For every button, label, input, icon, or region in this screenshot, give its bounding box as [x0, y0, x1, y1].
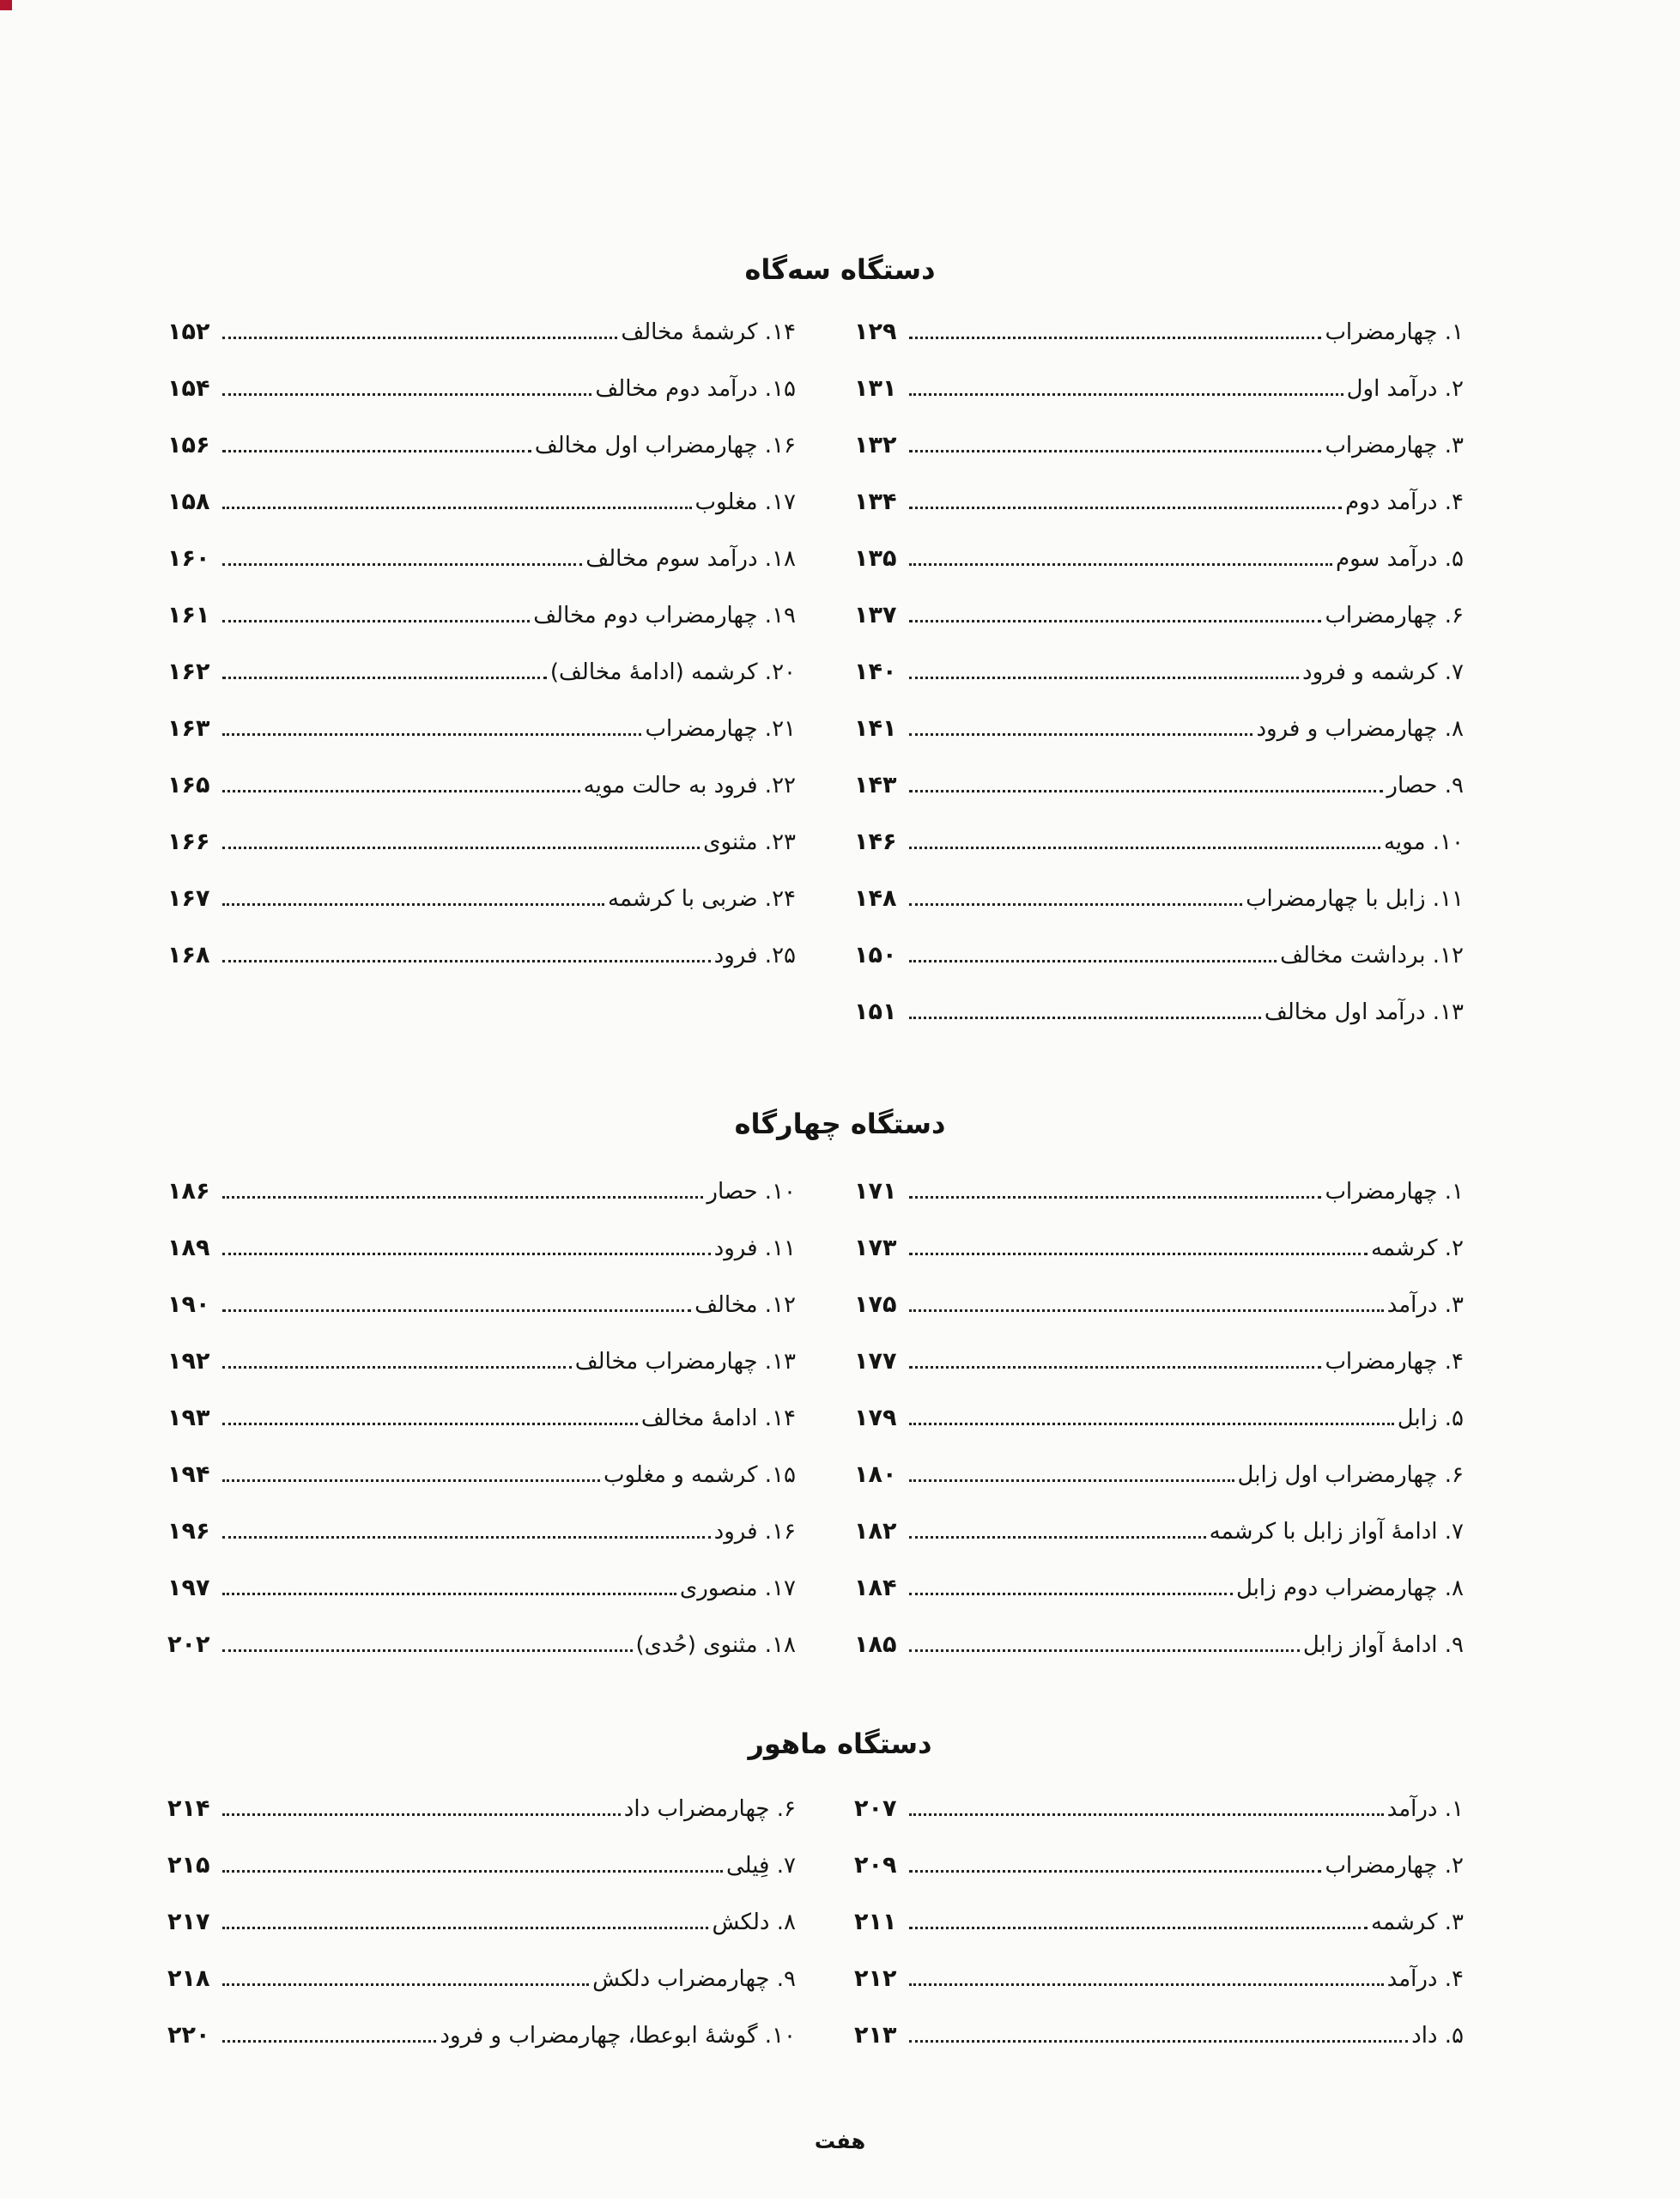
toc-entry-title: ۲۳. مثنوی: [703, 829, 796, 855]
toc-entry-page-number: ۱۸۴: [854, 1575, 897, 1601]
toc-entry-page-number: ۱۲۹: [854, 319, 897, 345]
dot-leader: [222, 484, 692, 509]
toc-entry: [854, 1514, 1464, 1570]
toc-entry: [167, 484, 796, 541]
toc-entry: [854, 994, 1464, 1051]
toc-entry-page-number: ۲۰۹: [854, 1852, 897, 1879]
toc-entry: [167, 881, 796, 938]
toc-entry: [167, 598, 796, 654]
dot-leader: [909, 1514, 1206, 1539]
dot-leader: [909, 1627, 1300, 1652]
toc-entry-page-number: ۲۱۲: [854, 1965, 897, 1992]
toc-entry-page-number: ۱۹۴: [167, 1461, 210, 1488]
dot-leader: [909, 994, 1261, 1019]
toc-entry: [854, 314, 1464, 371]
toc-entry: [854, 541, 1464, 598]
toc-entry-page-number: ۱۸۰: [854, 1461, 897, 1488]
toc-entry-page-number: ۱۴۶: [854, 829, 897, 855]
toc-entry-title: ۱۰. گوشهٔ ابوعطا، چهارمضراب و فرود: [440, 2023, 796, 2049]
toc-entry-title: ۱۲. مخالف: [694, 1292, 796, 1318]
toc-entry-title: ۹. حصار: [1386, 773, 1464, 798]
dot-leader: [909, 824, 1380, 849]
toc-column-right-chahargah: [854, 1174, 1464, 1684]
toc-entry-title: ۷. ادامهٔ آواز زابل با کرشمه: [1209, 1519, 1464, 1545]
dot-leader: [222, 938, 711, 962]
corner-mark: [0, 0, 12, 10]
dot-leader: [222, 314, 617, 339]
toc-entry-title: ۶. چهارمضراب داد: [623, 1796, 796, 1822]
dot-leader: [909, 541, 1332, 566]
dot-leader: [222, 428, 531, 452]
toc-entry-page-number: ۱۳۴: [854, 489, 897, 515]
toc-entry-title: ۱۴. ادامهٔ مخالف: [640, 1406, 796, 1431]
dot-leader: [909, 1570, 1233, 1595]
dot-leader: [909, 371, 1343, 396]
toc-column-left-mahur: [167, 1791, 796, 2074]
toc-entry-title: ۴. چهارمضراب: [1325, 1349, 1464, 1375]
toc-entry-page-number: ۱۵۴: [167, 375, 210, 402]
toc-entry-title: ۱۶. چهارمضراب اول مخالف: [534, 433, 796, 458]
toc-column-right-mahur: [854, 1791, 1464, 2074]
section-title-segah: دستگاه سه‌گاه: [744, 253, 936, 286]
toc-entry: [854, 2018, 1464, 2074]
toc-entry-page-number: ۱۷۱: [854, 1178, 897, 1205]
toc-entry-page-number: ۱۵۰: [854, 942, 897, 968]
toc-entry: [854, 1230, 1464, 1287]
toc-entry-page-number: ۱۵۱: [854, 999, 897, 1025]
toc-entry-title: ۲. درآمد اول: [1346, 376, 1464, 402]
toc-entry: [854, 484, 1464, 541]
toc-entry: [854, 711, 1464, 768]
dot-leader: [222, 881, 604, 906]
toc-entry: [167, 938, 796, 994]
dot-leader: [909, 314, 1321, 339]
dot-leader: [222, 1230, 711, 1255]
toc-entry-page-number: ۲۰۲: [167, 1631, 210, 1658]
toc-column-left-segah: [167, 314, 796, 994]
toc-entry-title: ۴. درآمد دوم: [1345, 489, 1464, 515]
dot-leader: [909, 1791, 1384, 1816]
toc-column-left-chahargah: [167, 1174, 796, 1684]
dot-leader: [222, 1514, 711, 1539]
toc-entry: [167, 1627, 796, 1684]
toc-entry: [854, 1344, 1464, 1400]
toc-entry-page-number: ۱۹۰: [167, 1291, 210, 1318]
toc-entry-page-number: ۱۶۰: [167, 545, 210, 572]
toc-entry-title: ۸. چهارمضراب دوم زابل: [1235, 1576, 1464, 1601]
toc-entry: [854, 1400, 1464, 1457]
toc-entry: [167, 1791, 796, 1848]
dot-leader: [222, 1344, 572, 1369]
toc-entry-page-number: ۱۶۶: [167, 829, 210, 855]
dot-leader: [222, 1961, 589, 1986]
toc-entry: [854, 1904, 1464, 1961]
toc-entry: [854, 1848, 1464, 1904]
dot-leader: [222, 1627, 633, 1652]
toc-entry-title: ۴. درآمد: [1386, 1966, 1464, 1992]
toc-entry-title: ۹. چهارمضراب دلکش: [592, 1966, 796, 1992]
dot-leader: [222, 711, 641, 736]
toc-entry: [854, 371, 1464, 428]
dot-leader: [222, 1457, 600, 1482]
dot-leader: [222, 598, 530, 622]
toc-entry-title: ۱۹. چهارمضراب دوم مخالف: [533, 603, 796, 628]
toc-entry-title: ۱. درآمد: [1386, 1796, 1464, 1822]
toc-entry-title: ۱۳. درآمد اول مخالف: [1264, 999, 1464, 1025]
dot-leader: [909, 484, 1342, 509]
toc-entry-page-number: ۱۶۳: [167, 715, 210, 742]
toc-entry-page-number: ۱۹۶: [167, 1518, 210, 1545]
dot-leader: [909, 654, 1299, 679]
toc-entry-page-number: ۱۹۳: [167, 1405, 210, 1431]
toc-entry: [854, 1457, 1464, 1514]
toc-entry-title: ۲۰. کرشمه (ادامهٔ مخالف): [549, 659, 796, 685]
toc-entry-title: ۸. چهارمضراب و فرود: [1256, 716, 1464, 742]
dot-leader: [909, 1848, 1321, 1873]
toc-entry-title: ۷. فِیلی: [725, 1853, 796, 1879]
toc-entry: [167, 1457, 796, 1514]
toc-entry: [854, 1174, 1464, 1230]
dot-leader: [222, 1287, 691, 1312]
dot-leader: [222, 1904, 708, 1929]
toc-entry-title: ۷. کرشمه و فرود: [1302, 659, 1464, 685]
toc-entry-title: ۱۰. حصار: [707, 1179, 796, 1205]
toc-entry-page-number: ۱۶۲: [167, 659, 210, 685]
toc-column-right-segah: [854, 314, 1464, 1051]
toc-entry-page-number: ۱۷۵: [854, 1291, 897, 1318]
toc-entry: [854, 1287, 1464, 1344]
toc-entry-title: ۲۱. چهارمضراب: [645, 716, 796, 742]
dot-leader: [222, 654, 547, 679]
toc-entry-page-number: ۱۵۸: [167, 489, 210, 515]
toc-entry-page-number: ۱۶۷: [167, 885, 210, 912]
toc-entry: [167, 1174, 796, 1230]
toc-entry: [167, 1961, 796, 2018]
toc-entry: [854, 1791, 1464, 1848]
toc-entry-title: ۱۸. مثنوی (حُدی): [635, 1632, 796, 1658]
toc-entry-page-number: ۱۴۰: [854, 659, 897, 685]
toc-entry-page-number: ۱۴۱: [854, 715, 897, 742]
dot-leader: [222, 1791, 621, 1816]
toc-entry: [167, 711, 796, 768]
toc-entry-title: ۵. درآمد سوم: [1335, 546, 1464, 572]
toc-entry-page-number: ۲۱۴: [167, 1795, 210, 1822]
toc-entry-page-number: ۱۹۲: [167, 1348, 210, 1375]
dot-leader: [222, 1400, 638, 1425]
toc-entry-page-number: ۱۷۹: [854, 1405, 897, 1431]
toc-entry: [854, 1961, 1464, 2018]
dot-leader: [909, 428, 1321, 452]
toc-entry: [167, 1287, 796, 1344]
toc-entry-page-number: ۲۱۱: [854, 1909, 897, 1935]
toc-entry-page-number: ۲۱۵: [167, 1852, 210, 1879]
toc-entry-page-number: ۱۳۵: [854, 545, 897, 572]
dot-leader: [909, 1457, 1234, 1482]
toc-entry: [167, 1344, 796, 1400]
toc-entry: [854, 428, 1464, 484]
dot-leader: [909, 1174, 1321, 1199]
toc-entry-title: ۱۳. چهارمضراب مخالف: [574, 1349, 796, 1375]
toc-entry-page-number: ۱۸۹: [167, 1235, 210, 1261]
toc-entry-title: ۲۴. ضربی با کرشمه: [608, 886, 796, 912]
toc-entry-title: ۱۱. زابل با چهارمضراب: [1246, 886, 1464, 912]
toc-entry-title: ۱۵. کرشمه و مغلوب: [603, 1462, 796, 1488]
toc-entry-title: ۲۵. فرود: [713, 943, 796, 968]
dot-leader: [909, 598, 1321, 622]
toc-entry-title: ۹. ادامهٔ آواز زابل: [1302, 1632, 1464, 1658]
toc-entry: [854, 1627, 1464, 1684]
toc-entry-title: ۱۶. فرود: [713, 1519, 796, 1545]
toc-entry-title: ۲۲. فرود به حالت مویه: [583, 773, 796, 798]
dot-leader: [222, 824, 700, 849]
toc-entry-page-number: ۱۸۲: [854, 1518, 897, 1545]
toc-entry: [167, 1400, 796, 1457]
toc-entry-page-number: ۱۳۷: [854, 602, 897, 628]
toc-entry: [854, 598, 1464, 654]
dot-leader: [909, 938, 1277, 962]
dot-leader: [909, 1961, 1384, 1986]
dot-leader: [222, 541, 582, 566]
dot-leader: [222, 1848, 723, 1873]
toc-entry-page-number: ۱۶۵: [167, 772, 210, 798]
toc-entry-page-number: ۱۹۷: [167, 1575, 210, 1601]
dot-leader: [909, 1230, 1368, 1255]
dot-leader: [909, 881, 1242, 906]
dot-leader: [222, 1570, 676, 1595]
toc-entry-page-number: ۲۲۰: [167, 2022, 210, 2049]
toc-entry-title: ۳. کرشمه: [1371, 1910, 1464, 1935]
toc-entry-page-number: ۱۳۱: [854, 375, 897, 402]
toc-entry-title: ۱۰. مویه: [1383, 829, 1464, 855]
toc-entry-title: ۶. چهارمضراب اول زابل: [1237, 1462, 1464, 1488]
toc-entry: [167, 2018, 796, 2074]
toc-entry-title: ۳. چهارمضراب: [1325, 433, 1464, 458]
toc-entry: [854, 1570, 1464, 1627]
dot-leader: [222, 371, 591, 396]
toc-entry-title: ۲. چهارمضراب: [1325, 1853, 1464, 1879]
toc-entry-title: ۵. زابل: [1397, 1406, 1464, 1431]
toc-entry: [167, 371, 796, 428]
toc-entry-page-number: ۱۴۸: [854, 885, 897, 912]
dot-leader: [909, 1287, 1384, 1312]
toc-entry: [854, 768, 1464, 824]
toc-entry-title: ۸. دلکش: [712, 1910, 796, 1935]
toc-entry-page-number: ۲۱۳: [854, 2022, 897, 2049]
toc-entry-page-number: ۲۱۷: [167, 1909, 210, 1935]
toc-entry-page-number: ۱۵۶: [167, 432, 210, 458]
toc-entry-page-number: ۱۶۸: [167, 942, 210, 968]
toc-entry: [167, 1848, 796, 1904]
toc-entry-page-number: ۱۴۳: [854, 772, 897, 798]
toc-entry-page-number: ۱۶۱: [167, 602, 210, 628]
toc-entry-title: ۵. داد: [1411, 2023, 1464, 2049]
toc-entry-title: ۱۴. کرشمهٔ مخالف: [621, 319, 796, 345]
toc-entry: [167, 1514, 796, 1570]
toc-entry-page-number: ۱۷۷: [854, 1348, 897, 1375]
toc-entry-title: ۶. چهارمضراب: [1325, 603, 1464, 628]
toc-entry-page-number: ۱۸۵: [854, 1631, 897, 1658]
toc-entry: [167, 654, 796, 711]
dot-leader: [909, 1400, 1394, 1425]
toc-entry-title: ۱۸. درآمد سوم مخالف: [585, 546, 796, 572]
dot-leader: [909, 2018, 1408, 2043]
toc-entry: [854, 881, 1464, 938]
toc-entry: [167, 541, 796, 598]
toc-entry: [167, 1570, 796, 1627]
dot-leader: [909, 768, 1383, 792]
toc-entry-title: ۱۱. فرود: [713, 1236, 796, 1261]
dot-leader: [909, 1344, 1321, 1369]
toc-entry-page-number: ۱۵۲: [167, 319, 210, 345]
section-title-chahargah: دستگاه چهارگاه: [734, 1108, 946, 1140]
toc-entry-page-number: ۲۱۸: [167, 1965, 210, 1992]
toc-entry: [167, 768, 796, 824]
toc-entry: [854, 824, 1464, 881]
toc-entry-title: ۱. چهارمضراب: [1325, 1179, 1464, 1205]
toc-entry: [854, 654, 1464, 711]
dot-leader: [222, 1174, 703, 1199]
toc-entry-page-number: ۱۳۲: [854, 432, 897, 458]
toc-entry-page-number: ۲۰۷: [854, 1795, 897, 1822]
toc-entry-title: ۱۵. درآمد دوم مخالف: [595, 376, 796, 402]
dot-leader: [222, 768, 580, 792]
toc-entry-title: ۱۲. برداشت مخالف: [1280, 943, 1464, 968]
toc-entry: [167, 314, 796, 371]
section-title-mahur: دستگاه ماهور: [748, 1727, 932, 1760]
toc-entry-title: ۲. کرشمه: [1371, 1236, 1464, 1261]
toc-entry: [167, 1230, 796, 1287]
dot-leader: [909, 711, 1252, 736]
toc-entry-title: ۳. درآمد: [1386, 1292, 1464, 1318]
toc-entry-title: ۱۷. منصوری: [679, 1576, 796, 1601]
toc-entry-page-number: ۱۷۳: [854, 1235, 897, 1261]
toc-entry: [167, 1904, 796, 1961]
dot-leader: [909, 1904, 1368, 1929]
toc-entry-title: ۱۷. مغلوب: [694, 489, 796, 515]
toc-entry-page-number: ۱۸۶: [167, 1178, 210, 1205]
toc-entry: [167, 428, 796, 484]
dot-leader: [222, 2018, 436, 2043]
toc-entry-title: ۱. چهارمضراب: [1325, 319, 1464, 345]
page-number: هفت: [814, 2129, 866, 2153]
toc-entry: [854, 938, 1464, 994]
toc-entry: [167, 824, 796, 881]
